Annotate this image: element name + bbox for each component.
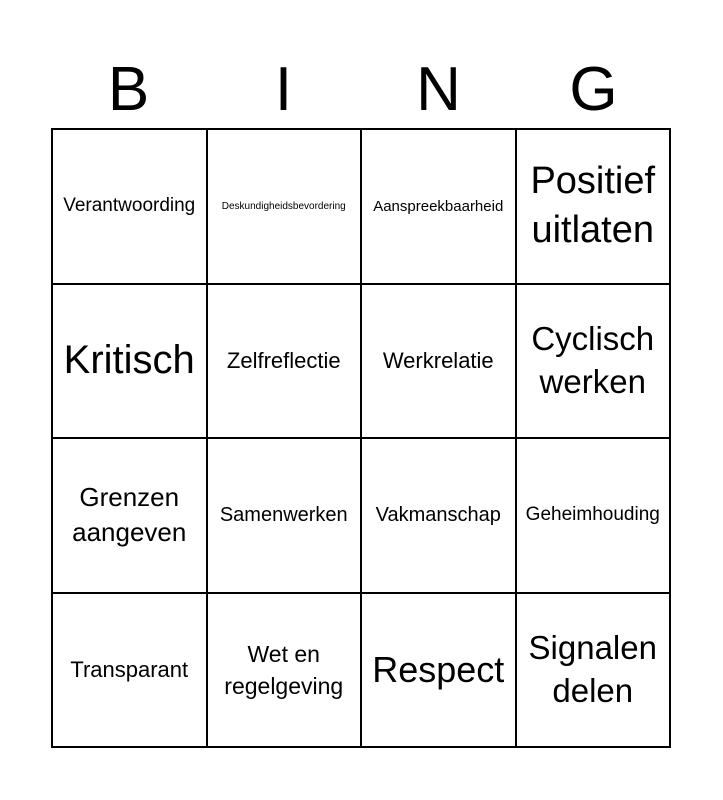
cell-label: Grenzen aangeven (72, 482, 187, 548)
bingo-cell[interactable] (362, 439, 517, 594)
cell-label: Vakmanschap (375, 503, 501, 526)
bingo-cell[interactable] (362, 594, 517, 749)
bingo-cell[interactable] (362, 130, 517, 285)
cell-label: Transparant (70, 656, 189, 682)
cell-label: Deskundigheidsbevordering (221, 200, 346, 212)
cell-label: Wet en regelgeving (224, 640, 344, 699)
cell-label: Kritisch (63, 338, 195, 383)
bingo-cell[interactable] (517, 285, 672, 440)
header-letter-b: B (107, 55, 150, 124)
cell-label: Aanspreekbaarheid (373, 197, 504, 215)
bingo-cell[interactable] (53, 130, 208, 285)
header-letter-g: G (569, 55, 618, 124)
cell-label: Zelfreflectie (226, 347, 341, 373)
cell-label: Cyclisch werken (531, 319, 655, 400)
cell-label: Respect (372, 649, 505, 691)
bingo-cell[interactable] (208, 130, 363, 285)
bingo-cell[interactable] (208, 594, 363, 749)
cell-label: Samenwerken (219, 503, 348, 526)
cell-label: Signalen delen (528, 628, 657, 709)
bingo-cell[interactable] (517, 439, 672, 594)
bingo-cell[interactable] (362, 285, 517, 440)
bingo-cell[interactable] (53, 439, 208, 594)
bingo-cell[interactable] (53, 285, 208, 440)
bingo-cell[interactable] (517, 130, 672, 285)
bingo-header (51, 55, 671, 125)
cell-label: Verantwoording (63, 195, 196, 217)
bingo-cell[interactable] (53, 594, 208, 749)
header-letter-i: I (274, 55, 293, 124)
cell-label: Werkrelatie (382, 347, 494, 373)
bingo-cell[interactable] (517, 594, 672, 749)
cell-label: Positief uitlaten (530, 159, 656, 252)
bingo-cell[interactable] (208, 439, 363, 594)
bingo-board (51, 128, 671, 748)
cell-label: Geheimhouding (525, 504, 660, 526)
header-letter-n: N (416, 55, 461, 124)
bingo-cell[interactable] (208, 285, 363, 440)
